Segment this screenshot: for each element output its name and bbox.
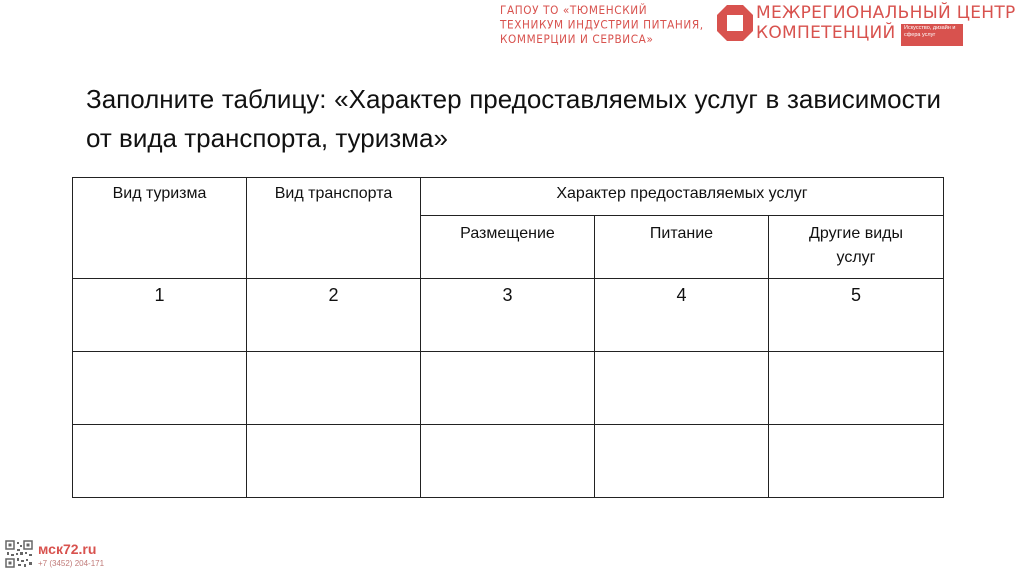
subheader-food: Питание — [595, 216, 769, 279]
column-number: 1 — [73, 279, 247, 352]
empty-cell — [595, 352, 769, 425]
column-number-row — [73, 279, 944, 352]
phone-number: +7 (3452) 204-171 — [38, 559, 105, 568]
empty-cell — [247, 352, 421, 425]
subheader-other-services: Другие виды услуг — [769, 216, 944, 279]
org-line: ТЕХНИКУМ ИНДУСТРИИ ПИТАНИЯ, — [500, 18, 704, 32]
empty-row — [73, 352, 944, 425]
competence-center-tagline: Искусство, дизайн и сфера услуг — [901, 24, 963, 46]
column-number: 2 — [247, 279, 421, 352]
header-row — [73, 178, 944, 216]
org-line: КОММЕРЦИИ И СЕРВИСА» — [500, 33, 654, 47]
empty-cell — [247, 425, 421, 498]
empty-cell — [769, 425, 944, 498]
header-services-nature: Характер предоставляемых услуг — [421, 178, 944, 216]
website-link[interactable]: мск72.ru — [38, 541, 97, 557]
empty-cell — [595, 425, 769, 498]
mck-logo-icon — [716, 4, 754, 42]
qr-code-icon — [5, 540, 33, 568]
organization-name — [500, 4, 704, 48]
column-number: 3 — [421, 279, 595, 352]
empty-cell — [73, 352, 247, 425]
center-name-line1: МЕЖРЕГИОНАЛЬНЫЙ ЦЕНТР — [756, 3, 1016, 23]
empty-cell — [769, 352, 944, 425]
empty-row — [73, 425, 944, 498]
column-number: 5 — [769, 279, 944, 352]
empty-cell — [73, 425, 247, 498]
services-table — [72, 177, 944, 498]
competence-center-name — [756, 3, 1016, 43]
empty-cell — [421, 425, 595, 498]
empty-cell — [421, 352, 595, 425]
org-line: ГАПОУ ТО «ТЮМЕНСКИЙ — [500, 4, 648, 18]
header-transport-type: Вид транспорта — [247, 178, 421, 279]
header-tourism-type: Вид туризма — [73, 178, 247, 279]
column-number: 4 — [595, 279, 769, 352]
center-name-line2: КОМПЕТЕНЦИЙ — [756, 23, 896, 43]
subheader-accommodation: Размещение — [421, 216, 595, 279]
slide-heading: Заполните таблицу: «Характер предоставляемых услуг в зависимости от вида транспорта, туризма» — [86, 84, 941, 153]
